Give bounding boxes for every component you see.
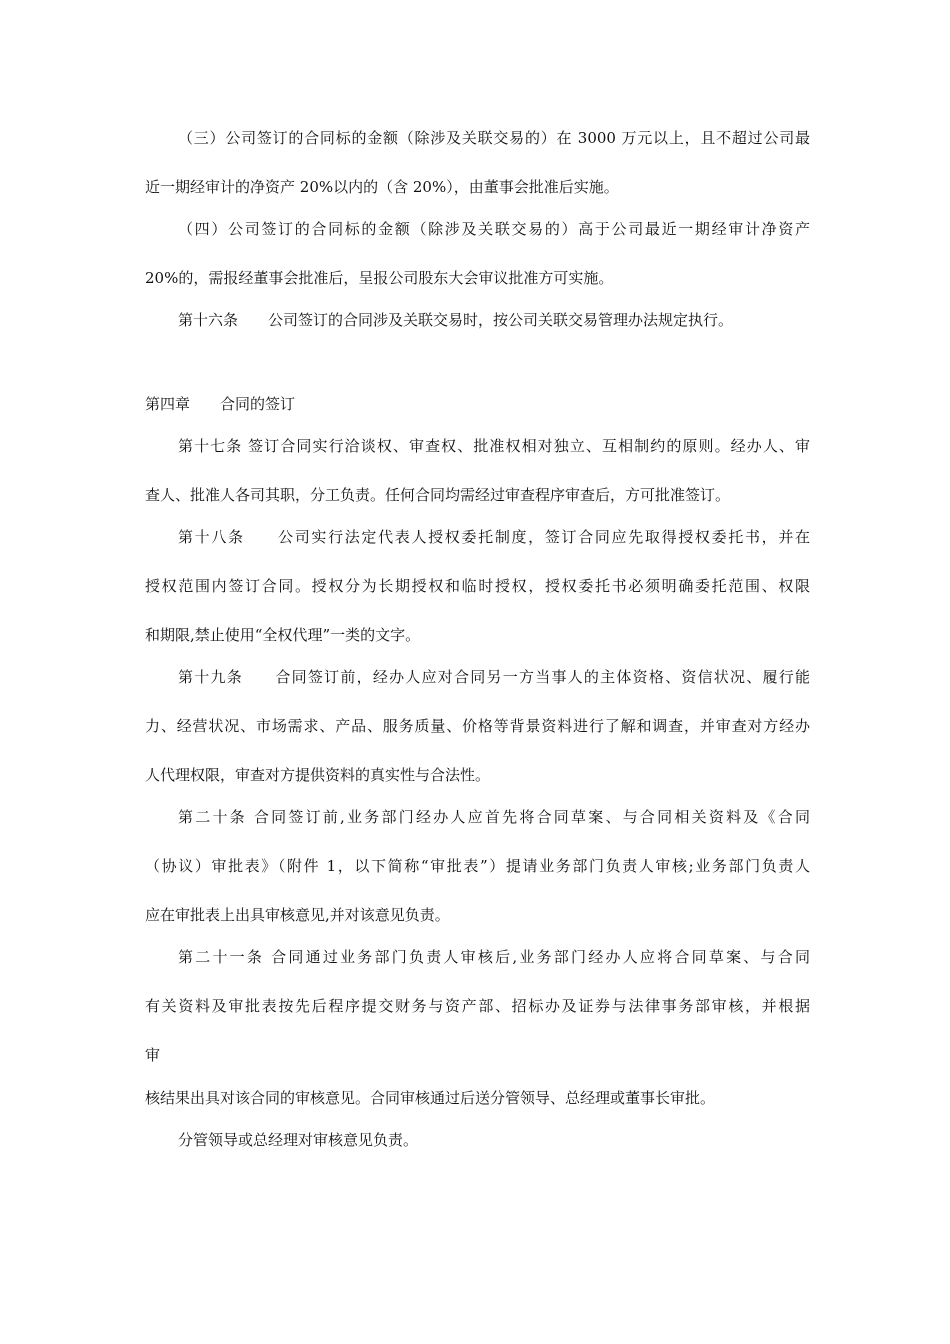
paragraph-line: 20%的，需报经董事会批准后，呈报公司股东大会审议批准方可实施。 xyxy=(145,269,614,287)
paragraph-line: 查人、批准人各司其职，分工负责。任何合同均需经过审查程序审查后，方可批准签订。 xyxy=(145,486,731,504)
paragraph-line: 分管领导或总经理对审核意见负责。 xyxy=(178,1131,419,1149)
paragraph-line: 核结果出具对该合同的审核意见。合同审核通过后送分管领导、总经理或董事长审批。 xyxy=(145,1089,716,1107)
article-16-line: 第十六条 公司签订的合同涉及关联交易时，按公司关联交易管理办法规定执行。 xyxy=(178,311,734,329)
paragraph-line: 应在审批表上出具审核意见,并对该意见负责。 xyxy=(145,906,450,924)
paragraph-line: （四）公司签订的合同标的金额（除涉及关联交易的）高于公司最近一期经审计净资产 xyxy=(178,220,810,238)
article-19-line: 第十九条 合同签订前，经办人应对合同另一方当事人的主体资格、资信状况、履行能 xyxy=(178,668,810,686)
article-17-line: 第十七条 签订合同实行洽谈权、审查权、批准权相对独立、互相制约的原则。经办人、审 xyxy=(178,437,810,455)
chapter-heading: 第四章 合同的签订 xyxy=(145,395,296,413)
article-21-line: 第二十一条 合同通过业务部门负责人审核后,业务部门经办人应将合同草案、与合同 xyxy=(178,948,810,966)
paragraph-line: （协议）审批表》（附件 1，以下简称“审批表”）提请业务部门负责人审核;业务部门负责人 xyxy=(145,857,810,875)
article-20-line: 第二十条 合同签订前,业务部门经办人应首先将合同草案、与合同相关资料及《合同 xyxy=(178,808,810,826)
paragraph-line: 有关资料及审批表按先后程序提交财务与资产部、招标办及证券与法律事务部审核，并根据 xyxy=(145,997,810,1015)
paragraph-line: （三）公司签订的合同标的金额（除涉及关联交易的）在 3000 万元以上，且不超过公司最 xyxy=(178,129,810,147)
paragraph-line: 和期限,禁止使用“全权代理”一类的文字。 xyxy=(145,626,421,644)
article-18-line: 第十八条 公司实行法定代表人授权委托制度，签订合同应先取得授权委托书，并在 xyxy=(178,528,810,546)
paragraph-line: 近一期经审计的净资产 20%以内的（含 20%），由董事会批准后实施。 xyxy=(145,178,619,196)
paragraph-line: 授权范围内签订合同。授权分为长期授权和临时授权，授权委托书必须明确委托范围、权限 xyxy=(145,577,810,595)
paragraph-line: 力、经营状况、市场需求、产品、服务质量、价格等背景资料进行了解和调查，并审查对方经办 xyxy=(145,717,810,735)
paragraph-line: 审 xyxy=(145,1046,161,1064)
paragraph-line: 人代理权限，审查对方提供资料的真实性与合法性。 xyxy=(145,766,491,784)
